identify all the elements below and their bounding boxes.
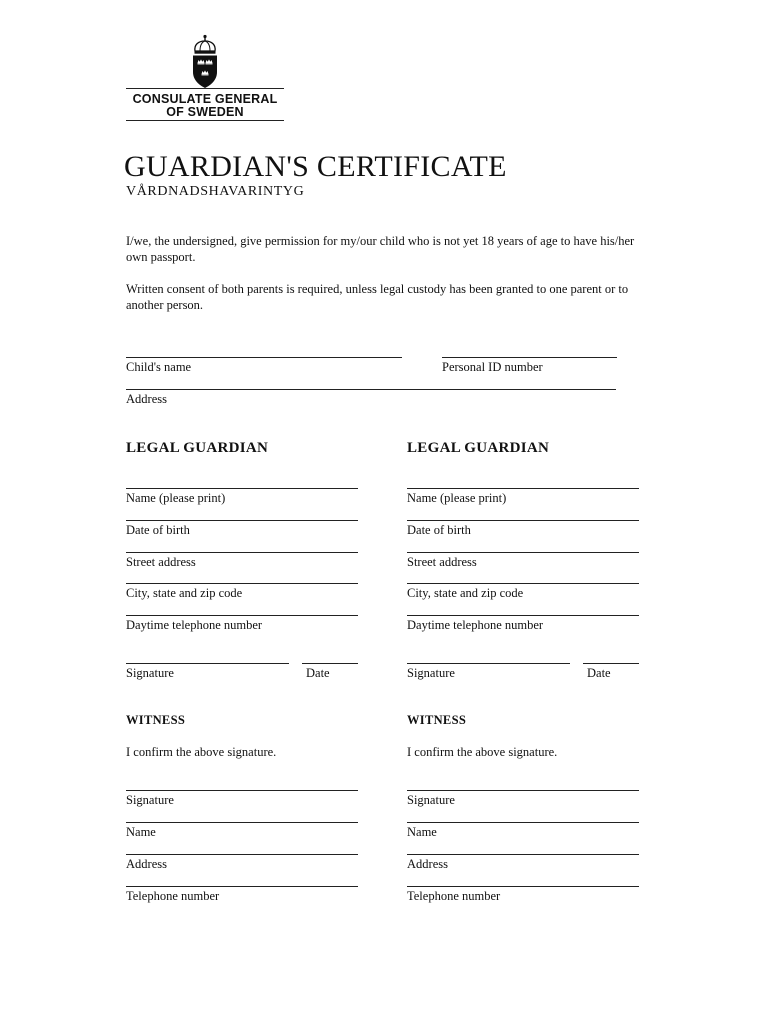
page-subtitle: VÅRDNADSHAVARINTYG — [126, 184, 305, 199]
guardian-2-phone-line[interactable] — [407, 615, 639, 616]
witness-2-phone-label: Telephone number — [407, 889, 501, 903]
witness-1-heading: WITNESS — [126, 713, 186, 727]
witness-2-name-label: Name — [407, 825, 437, 839]
child-name-line[interactable] — [126, 357, 402, 358]
guardian-2-city-line[interactable] — [407, 583, 639, 584]
guardian-1-date-line[interactable] — [302, 663, 358, 664]
logo-top-rule — [126, 88, 284, 89]
guardian-1-signature-line[interactable] — [126, 663, 289, 664]
witness-2-address-label: Address — [407, 857, 448, 871]
intro-paragraph-2: Written consent of both parents is required, unless legal custody has been granted to one parent or to another person. — [126, 282, 629, 312]
child-name-label: Child's name — [126, 360, 192, 374]
guardian-2-city-label: City, state and zip code — [407, 586, 524, 600]
witness-1-address-line[interactable] — [126, 854, 358, 855]
guardian-2-signature-label: Signature — [407, 666, 455, 680]
guardian-2-phone-label: Daytime telephone number — [407, 618, 544, 632]
guardian-2-signature-line[interactable] — [407, 663, 570, 664]
witness-1-name-label: Name — [126, 825, 156, 839]
intro-paragraph-1: I/we, the undersigned, give permission for my/our child who is not yet 18 years of age to have his/her own passport. — [126, 234, 635, 264]
child-address-line[interactable] — [126, 389, 616, 390]
guardian-1-dob-line[interactable] — [126, 520, 358, 521]
guardian-2-street-label: Street address — [407, 555, 477, 569]
child-id-line[interactable] — [442, 357, 617, 358]
guardian-1-dob-label: Date of birth — [126, 523, 190, 537]
witness-2-heading: WITNESS — [407, 713, 467, 727]
logo-bottom-rule — [126, 120, 284, 121]
witness-2-address-line[interactable] — [407, 854, 639, 855]
witness-1-name-line[interactable] — [126, 822, 358, 823]
guardian-1-city-label: City, state and zip code — [126, 586, 243, 600]
guardian-2-name-label: Name (please print) — [407, 491, 507, 505]
witness-2-signature-line[interactable] — [407, 790, 639, 791]
witness-2-confirm-text: I confirm the above signature. — [407, 745, 558, 759]
guardian-2-date-label: Date — [587, 666, 611, 680]
guardian-1-street-label: Street address — [126, 555, 196, 569]
logo-line-1: CONSULATE GENERAL — [132, 92, 278, 106]
guardian-1-name-line[interactable] — [126, 488, 358, 489]
guardian-1-city-line[interactable] — [126, 583, 358, 584]
swedish-crown-shield-icon — [189, 34, 221, 90]
guardian-1-name-label: Name (please print) — [126, 491, 226, 505]
witness-1-phone-label: Telephone number — [126, 889, 220, 903]
guardian-2-date-line[interactable] — [583, 663, 639, 664]
witness-1-confirm-text: I confirm the above signature. — [126, 745, 277, 759]
child-id-label: Personal ID number — [442, 360, 543, 374]
witness-2-signature-label: Signature — [407, 793, 455, 807]
guardian-1-phone-line[interactable] — [126, 615, 358, 616]
witness-2-phone-line[interactable] — [407, 886, 639, 887]
guardian-2-dob-line[interactable] — [407, 520, 639, 521]
witness-1-signature-line[interactable] — [126, 790, 358, 791]
guardian-1-street-line[interactable] — [126, 552, 358, 553]
logo-line-2: OF SWEDEN — [166, 105, 244, 119]
guardian-2-street-line[interactable] — [407, 552, 639, 553]
guardian-2-name-line[interactable] — [407, 488, 639, 489]
guardian-2-dob-label: Date of birth — [407, 523, 471, 537]
guardian-1-phone-label: Daytime telephone number — [126, 618, 263, 632]
guardian-2-heading: LEGAL GUARDIAN — [407, 440, 550, 456]
witness-2-name-line[interactable] — [407, 822, 639, 823]
page-title: GUARDIAN'S CERTIFICATE — [124, 150, 507, 183]
witness-1-address-label: Address — [126, 857, 167, 871]
witness-1-signature-label: Signature — [126, 793, 174, 807]
witness-1-phone-line[interactable] — [126, 886, 358, 887]
guardian-1-date-label: Date — [306, 666, 330, 680]
child-address-label: Address — [126, 392, 167, 406]
guardian-1-heading: LEGAL GUARDIAN — [126, 440, 269, 456]
guardian-1-signature-label: Signature — [126, 666, 174, 680]
